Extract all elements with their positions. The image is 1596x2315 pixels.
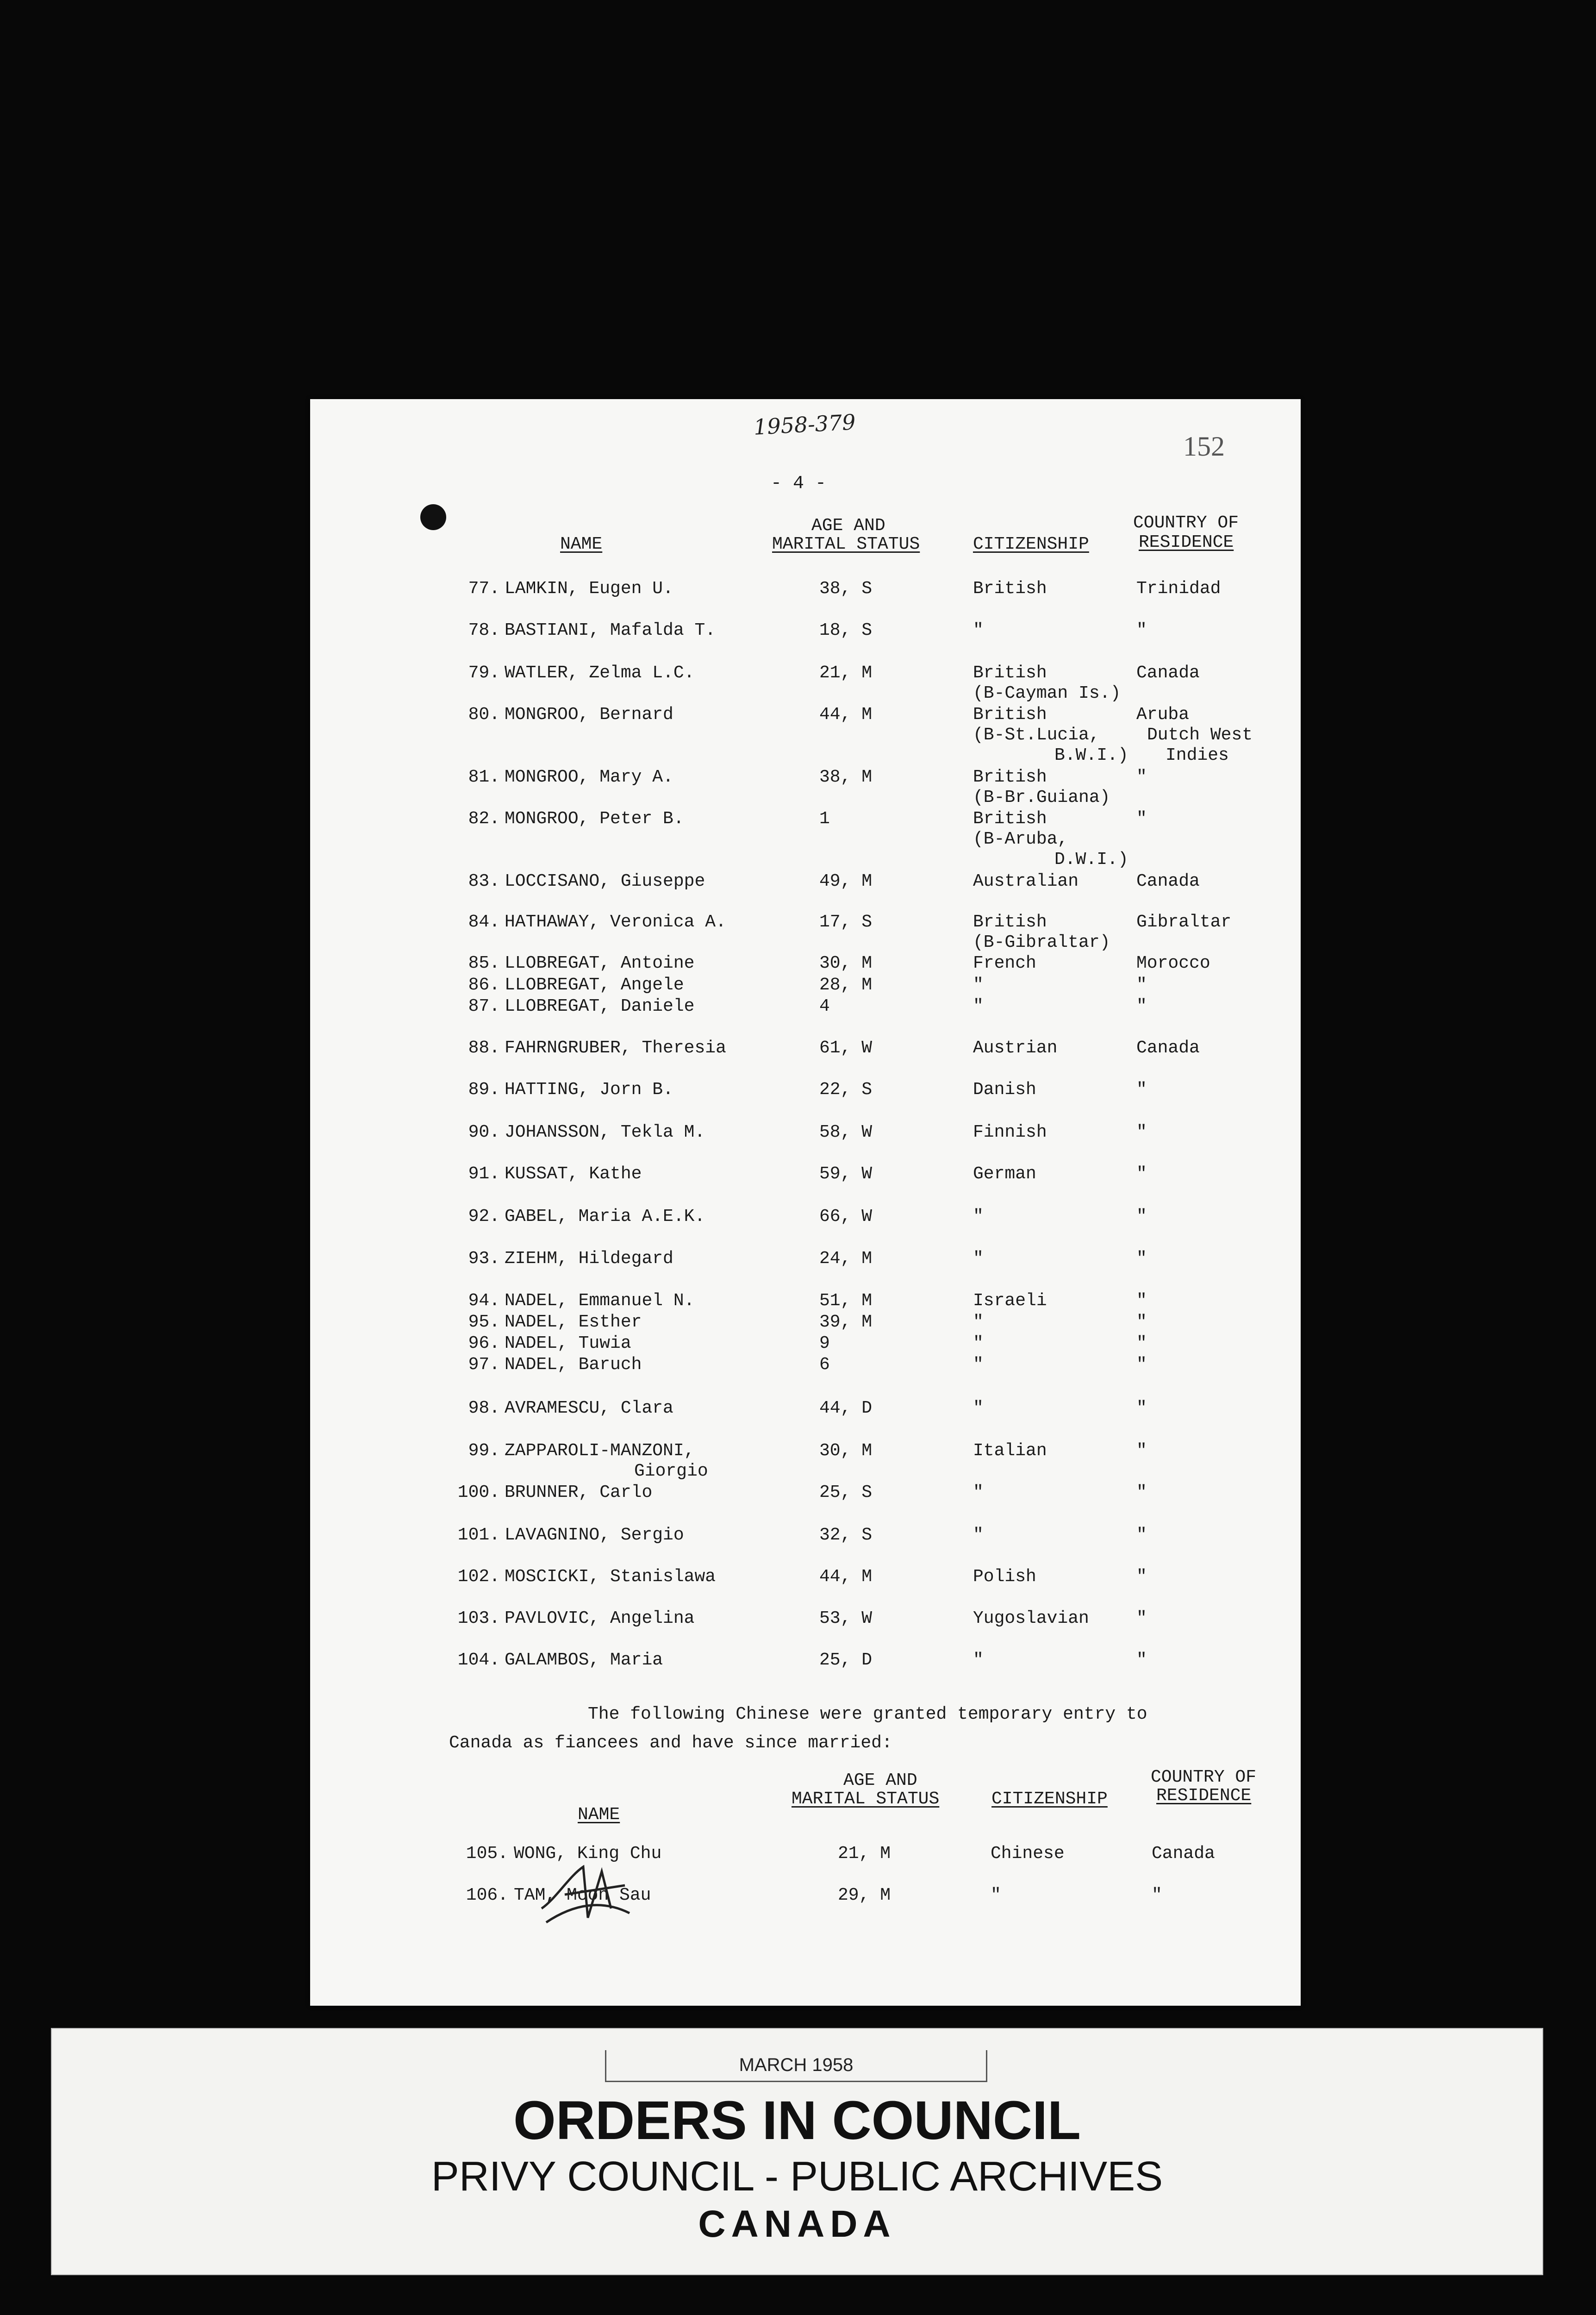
person-name: ZAPPAROLI-MANZONI,: [505, 1441, 695, 1461]
person-name: LOCCISANO, Giuseppe: [505, 871, 705, 891]
banner-title: ORDERS IN COUNCIL: [513, 2090, 1081, 2151]
intro-paragraph: [449, 1700, 1282, 1758]
entry-number: 87.: [468, 996, 500, 1016]
person-name: JOHANSSON, Tekla M.: [505, 1122, 705, 1142]
header2-name: NAME: [578, 1805, 620, 1825]
age-marital-status: 66, W: [819, 1207, 873, 1226]
date-label: MARCH 1958: [605, 2050, 987, 2082]
person-name: NADEL, Emmanuel N.: [505, 1291, 695, 1311]
age-marital-status: 32, S: [819, 1525, 873, 1545]
entry-number: 86.: [468, 975, 500, 995]
entry-number: 88.: [468, 1038, 500, 1058]
document-page: [310, 399, 1301, 2006]
age-marital-status: 44, M: [819, 705, 873, 725]
citizenship: British: [973, 912, 1047, 932]
country-of-residence: ": [1136, 975, 1147, 995]
age-marital-status: 53, W: [819, 1608, 873, 1628]
country-of-residence: ": [1136, 1333, 1147, 1353]
country-of-residence-cont2: Indies: [1166, 745, 1229, 765]
person-name: FAHRNGRUBER, Theresia: [505, 1038, 726, 1058]
citizenship: ": [991, 1885, 1001, 1905]
country-of-residence: ": [1136, 1525, 1147, 1545]
entry-number: 81.: [468, 767, 500, 787]
entry-number: 94.: [468, 1291, 500, 1311]
country-of-residence: Canada: [1136, 1038, 1200, 1058]
country-of-residence: ": [1136, 1608, 1147, 1628]
age-marital-status: 44, D: [819, 1398, 873, 1418]
citizenship: Danish: [973, 1080, 1036, 1100]
age-marital-status: 39, M: [819, 1312, 873, 1332]
country-of-residence: ": [1136, 1441, 1147, 1461]
country-of-residence-cont: Dutch West: [1147, 725, 1253, 745]
citizenship: ": [973, 1333, 984, 1353]
entry-number: 90.: [468, 1122, 500, 1142]
age-marital-status: 17, S: [819, 912, 873, 932]
age-marital-status: 18, S: [819, 620, 873, 640]
country-of-residence: ": [1136, 1249, 1147, 1269]
header2-country-line1: COUNTRY OF: [1151, 1767, 1257, 1787]
age-marital-status: 25, S: [819, 1483, 873, 1502]
entry-number: 77.: [468, 579, 500, 599]
citizenship: ": [973, 1525, 984, 1545]
entry-number: 96.: [468, 1333, 500, 1353]
country-of-residence: ": [1136, 767, 1147, 787]
age-marital-status: 44, M: [819, 1567, 873, 1587]
citizenship: Israeli: [973, 1291, 1047, 1311]
country-of-residence: ": [1136, 1122, 1147, 1142]
header2-citizenship: CITIZENSHIP: [991, 1789, 1108, 1809]
person-name: NADEL, Tuwia: [505, 1333, 631, 1353]
person-name: KUSSAT, Kathe: [505, 1164, 642, 1184]
person-name: LAVAGNINO, Sergio: [505, 1525, 684, 1545]
person-name: TAM, Moon Sau: [514, 1885, 651, 1905]
citizenship: British: [973, 809, 1047, 829]
person-name: WONG, King Chu: [514, 1844, 662, 1864]
entry-number: 92.: [468, 1207, 500, 1226]
banner-subtitle: PRIVY COUNCIL - PUBLIC ARCHIVES: [431, 2153, 1163, 2200]
country-of-residence: Canada: [1152, 1844, 1215, 1864]
country-of-residence: Morocco: [1136, 953, 1210, 973]
entry-number: 80.: [468, 705, 500, 725]
person-name: ZIEHM, Hildegard: [505, 1249, 673, 1269]
archive-banner: [51, 2028, 1543, 2275]
person-name: WATLER, Zelma L.C.: [505, 663, 695, 683]
citizenship-birthplace: (B-Gibraltar): [973, 932, 1110, 952]
age-marital-status: 30, M: [819, 953, 873, 973]
age-marital-status: 22, S: [819, 1080, 873, 1100]
citizenship: Polish: [973, 1567, 1036, 1587]
person-name: MONGROO, Mary A.: [505, 767, 673, 787]
country-of-residence: ": [1136, 1650, 1147, 1670]
header-age-line1: AGE AND: [811, 516, 885, 536]
entry-number: 101.: [457, 1525, 500, 1545]
country-of-residence: ": [1136, 1483, 1147, 1502]
country-of-residence: ": [1136, 1291, 1147, 1311]
person-name: LLOBREGAT, Daniele: [505, 996, 695, 1016]
entry-number: 103.: [457, 1608, 500, 1628]
country-of-residence: ": [1136, 1398, 1147, 1418]
citizenship: ": [973, 1207, 984, 1226]
citizenship: Finnish: [973, 1122, 1047, 1142]
entry-number: 102.: [457, 1567, 500, 1587]
person-name: GABEL, Maria A.E.K.: [505, 1207, 705, 1226]
person-name: MONGROO, Bernard: [505, 705, 673, 725]
age-marital-status: 61, W: [819, 1038, 873, 1058]
person-name-cont: Giorgio: [634, 1461, 708, 1481]
citizenship: ": [973, 620, 984, 640]
signature-mark: [537, 1858, 657, 1927]
citizenship-birthplace-cont: D.W.I.): [1054, 850, 1128, 870]
citizenship: ": [973, 1312, 984, 1332]
age-marital-status: 6: [819, 1355, 830, 1375]
age-marital-status: 51, M: [819, 1291, 873, 1311]
person-name: NADEL, Baruch: [505, 1355, 642, 1375]
page-number: 152: [1183, 431, 1225, 462]
citizenship: ": [973, 1249, 984, 1269]
citizenship: ": [973, 975, 984, 995]
country-of-residence: ": [1136, 1164, 1147, 1184]
banner-country: CANADA: [698, 2203, 896, 2245]
citizenship: Australian: [973, 871, 1079, 891]
page-marker: - 4 -: [771, 473, 827, 494]
citizenship-birthplace: (B-St.Lucia,: [973, 725, 1100, 745]
country-of-residence: ": [1136, 996, 1147, 1016]
entry-number: 100.: [457, 1483, 500, 1502]
citizenship: French: [973, 953, 1036, 973]
entry-number: 83.: [468, 871, 500, 891]
entry-number: 84.: [468, 912, 500, 932]
age-marital-status: 59, W: [819, 1164, 873, 1184]
header-citizenship: CITIZENSHIP: [973, 534, 1089, 554]
country-of-residence: Canada: [1136, 871, 1200, 891]
punch-hole: [420, 504, 446, 530]
handwritten-reference: 1958-379: [753, 409, 856, 440]
entry-number: 78.: [468, 620, 500, 640]
country-of-residence: ": [1136, 1207, 1147, 1226]
header-country-line1: COUNTRY OF: [1133, 513, 1239, 533]
country-of-residence: ": [1152, 1885, 1162, 1905]
country-of-residence: Aruba: [1136, 705, 1190, 725]
citizenship: ": [973, 1398, 984, 1418]
age-marital-status: 28, M: [819, 975, 873, 995]
age-marital-status: 38, S: [819, 579, 873, 599]
age-marital-status: 49, M: [819, 871, 873, 891]
age-marital-status: 4: [819, 996, 830, 1016]
entry-number: 106.: [466, 1885, 508, 1905]
header2-country-line2: RESIDENCE: [1156, 1786, 1252, 1806]
entry-number: 98.: [468, 1398, 500, 1418]
country-of-residence: Canada: [1136, 663, 1200, 683]
citizenship-birthplace: (B-Br.Guiana): [973, 788, 1110, 807]
person-name: LLOBREGAT, Antoine: [505, 953, 695, 973]
age-marital-status: 9: [819, 1333, 830, 1353]
citizenship: British: [973, 705, 1047, 725]
entry-number: 99.: [468, 1441, 500, 1461]
person-name: NADEL, Esther: [505, 1312, 642, 1332]
citizenship: Italian: [973, 1441, 1047, 1461]
citizenship-birthplace: (B-Aruba,: [973, 829, 1068, 849]
country-of-residence: ": [1136, 1567, 1147, 1587]
citizenship: German: [973, 1164, 1036, 1184]
entry-number: 97.: [468, 1355, 500, 1375]
entry-number: 91.: [468, 1164, 500, 1184]
citizenship: ": [973, 1483, 984, 1502]
header-age-line2: MARITAL STATUS: [772, 534, 920, 554]
intro-line1: The following Chinese were granted temporary entry to: [588, 1704, 1147, 1724]
citizenship-birthplace: (B-Cayman Is.): [973, 683, 1121, 703]
country-of-residence: ": [1136, 1080, 1147, 1100]
country-of-residence: Gibraltar: [1136, 912, 1232, 932]
person-name: HATTING, Jorn B.: [505, 1080, 673, 1100]
citizenship: Yugoslavian: [973, 1608, 1089, 1628]
citizenship: British: [973, 663, 1047, 683]
entry-number: 89.: [468, 1080, 500, 1100]
country-of-residence: ": [1136, 809, 1147, 829]
country-of-residence: Trinidad: [1136, 579, 1221, 599]
header2-age-line1: AGE AND: [843, 1771, 917, 1790]
entry-number: 85.: [468, 953, 500, 973]
age-marital-status: 25, D: [819, 1650, 873, 1670]
entry-number: 93.: [468, 1249, 500, 1269]
country-of-residence: ": [1136, 620, 1147, 640]
entry-number: 82.: [468, 809, 500, 829]
entry-number: 104.: [457, 1650, 500, 1670]
person-name: PAVLOVIC, Angelina: [505, 1608, 695, 1628]
citizenship: British: [973, 767, 1047, 787]
age-marital-status: 1: [819, 809, 830, 829]
person-name: MOSCICKI, Stanislawa: [505, 1567, 716, 1587]
citizenship: ": [973, 996, 984, 1016]
country-of-residence: ": [1136, 1312, 1147, 1332]
header-name: NAME: [560, 534, 603, 554]
age-marital-status: 21, M: [819, 663, 873, 683]
person-name: AVRAMESCU, Clara: [505, 1398, 673, 1418]
country-of-residence: ": [1136, 1355, 1147, 1375]
citizenship: ": [973, 1650, 984, 1670]
age-marital-status: 21, M: [838, 1844, 891, 1864]
person-name: BASTIANI, Mafalda T.: [505, 620, 716, 640]
person-name: MONGROO, Peter B.: [505, 809, 684, 829]
person-name: GALAMBOS, Maria: [505, 1650, 663, 1670]
age-marital-status: 29, M: [838, 1885, 891, 1905]
person-name: HATHAWAY, Veronica A.: [505, 912, 726, 932]
citizenship: Chinese: [991, 1844, 1065, 1864]
person-name: LAMKIN, Eugen U.: [505, 579, 673, 599]
age-marital-status: 30, M: [819, 1441, 873, 1461]
citizenship-birthplace-cont: B.W.I.): [1054, 745, 1128, 765]
person-name: BRUNNER, Carlo: [505, 1483, 653, 1502]
header-country-line2: RESIDENCE: [1139, 532, 1234, 552]
age-marital-status: 24, M: [819, 1249, 873, 1269]
header2-age-line2: MARITAL STATUS: [792, 1789, 940, 1809]
entry-number: 105.: [466, 1844, 508, 1864]
entry-number: 79.: [468, 663, 500, 683]
age-marital-status: 58, W: [819, 1122, 873, 1142]
person-name: LLOBREGAT, Angele: [505, 975, 684, 995]
citizenship: ": [973, 1355, 984, 1375]
citizenship: British: [973, 579, 1047, 599]
intro-line2: Canada as fiancees and have since married:: [449, 1733, 892, 1753]
citizenship: Austrian: [973, 1038, 1058, 1058]
entry-number: 95.: [468, 1312, 500, 1332]
age-marital-status: 38, M: [819, 767, 873, 787]
